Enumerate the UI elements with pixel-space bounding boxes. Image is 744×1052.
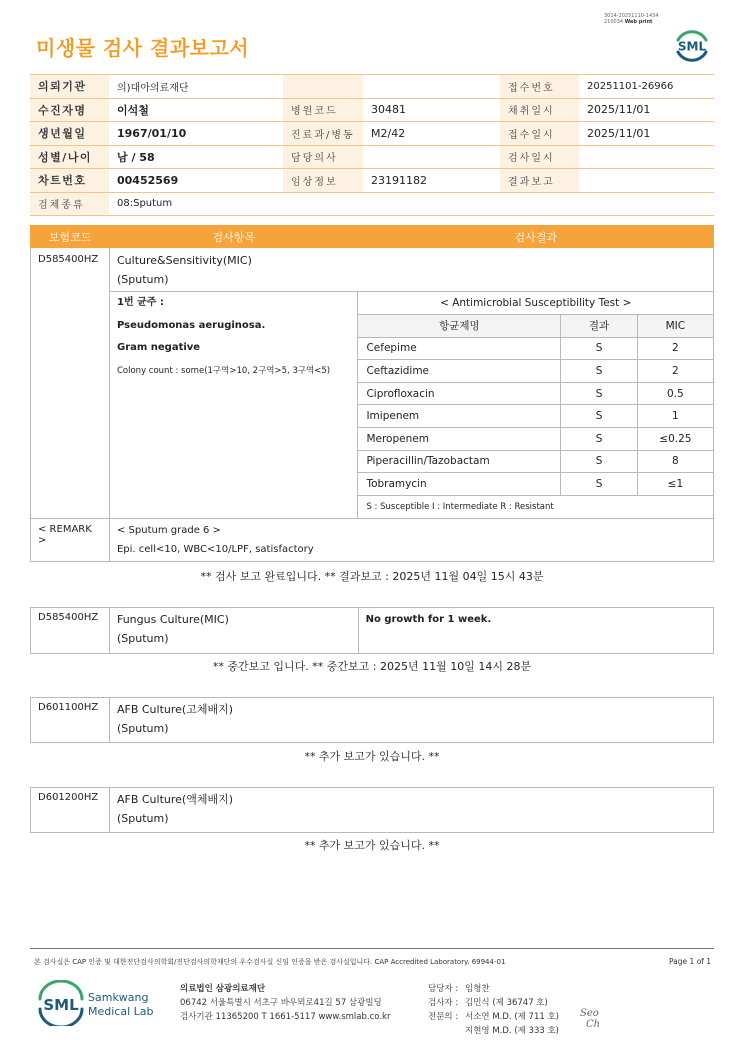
info-value: 30481 (363, 98, 500, 122)
test-name: Fungus Culture(MIC) (116, 613, 229, 626)
staff-row (428, 982, 559, 996)
test-code: D585400HZ (31, 608, 110, 654)
culture-sensitivity-table (30, 225, 714, 562)
info-value: 남 / 58 (109, 145, 283, 169)
test-code: D601200HZ (31, 788, 110, 833)
remark-label: < REMARK > (31, 518, 110, 561)
col-header-result: 검사결과 (358, 226, 714, 248)
ast-drug: Meropenem (358, 428, 560, 451)
test-name: AFB Culture(액체배지) (116, 793, 234, 806)
ast-row (358, 337, 713, 360)
ast-mic: 8 (637, 450, 713, 473)
test-specimen: (Sputum) (116, 812, 169, 825)
ast-drug: Tobramycin (358, 473, 560, 496)
ast-result: S (561, 428, 637, 451)
col-header-item: 검사항목 (109, 226, 357, 248)
info-label: 채취일시 (500, 98, 579, 122)
organism-cell (109, 292, 357, 519)
organization-info (180, 982, 390, 1024)
signature (580, 1008, 600, 1030)
print-meta-line1: 3014-20251110-1434 (604, 13, 659, 19)
info-label: 병원코드 (283, 98, 363, 122)
remark-cell (109, 518, 713, 561)
print-meta-type: Web print (624, 19, 653, 25)
staff-role: 담당자 : (428, 984, 459, 994)
test-result: No growth for 1 week. (358, 608, 713, 654)
info-label: 접수일시 (500, 122, 579, 146)
info-value: 20251101-26966 (579, 75, 714, 99)
info-label: 수진자명 (30, 98, 109, 122)
ast-mic: ≤1 (637, 473, 713, 496)
info-value: 23191182 (363, 169, 500, 193)
info-value (363, 145, 500, 169)
info-label (283, 75, 363, 99)
test2-report-note: ** 중간보고 입니다. ** 중간보고 : 2025년 11월 10일 14시 28분 (212, 660, 532, 673)
ast-result: S (561, 360, 637, 383)
staff-role (428, 1024, 465, 1038)
fungus-culture-table (30, 607, 714, 654)
test-name: AFB Culture(고체배지) (116, 703, 234, 716)
info-value (363, 75, 500, 99)
info-label: 임상정보 (283, 169, 363, 193)
ast-mic: 0.5 (637, 382, 713, 405)
logo-text: SML (677, 39, 707, 54)
staff-info (428, 982, 559, 1038)
ast-header-mic: MIC (637, 315, 713, 338)
info-value: 2025/11/01 (579, 98, 714, 122)
staff-row (428, 1024, 559, 1038)
signature-line2: Ch (586, 1019, 601, 1030)
ast-result: S (561, 337, 637, 360)
patient-info-row (30, 145, 714, 169)
test-name-cell (109, 608, 358, 654)
ast-mic: 1 (637, 405, 713, 428)
afb-solid-culture-table (30, 697, 714, 743)
footer-divider (30, 948, 714, 949)
organism-label: 1번 균주 : (116, 297, 164, 308)
info-value (579, 145, 714, 169)
ast-drug: Cefepime (358, 337, 560, 360)
ast-drug: Ciprofloxacin (358, 382, 560, 405)
test-specimen: (Sputum) (116, 632, 169, 645)
patient-info-table (30, 74, 714, 216)
test-specimen: (Sputum) (116, 722, 169, 735)
info-label: 진료과/병동 (283, 122, 363, 146)
staff-name: 임형찬 (465, 984, 490, 994)
info-value: 00452569 (109, 169, 283, 193)
staff-role: 검사자 : (428, 998, 459, 1008)
info-value: 08:Sputum (109, 192, 714, 216)
ast-row (358, 405, 713, 428)
patient-info-row (30, 192, 714, 216)
info-label: 접수번호 (500, 75, 579, 99)
ast-mic: 2 (637, 360, 713, 383)
staff-row (428, 996, 559, 1010)
info-label: 생년월일 (30, 122, 109, 146)
info-label: 검체종류 (30, 192, 109, 216)
org-address: 06742 서울특별시 서초구 바우뫼로41길 57 삼광빌딩 (180, 998, 382, 1008)
test-name: Culture&Sensitivity(MIC) (116, 254, 252, 267)
ast-row (358, 360, 713, 383)
staff-name: 김민식 (제 36747 호) (465, 998, 548, 1008)
patient-info-row (30, 122, 714, 146)
ast-cell (358, 292, 714, 519)
test-name-cell (109, 788, 713, 833)
ast-mic: ≤0.25 (637, 428, 713, 451)
staff-name: 지현영 M.D. (제 333 호) (465, 1026, 560, 1036)
logo-name-line2: Medical Lab (88, 1005, 154, 1018)
info-label: 차트번호 (30, 169, 109, 193)
info-value (579, 169, 714, 193)
ast-header-result: 결과 (561, 315, 637, 338)
logo-name-line1: Samkwang (88, 991, 149, 1004)
ast-row (358, 382, 713, 405)
col-header-code: 보험코드 (31, 226, 110, 248)
ast-row (358, 450, 713, 473)
ast-row (358, 428, 713, 451)
org-contact: 검사기관 11365200 T 1661-5117 www.smlab.co.kr (180, 1012, 391, 1022)
test1-report-note: ** 검사 보고 완료입니다. ** 결과보고 : 2025년 11월 04일 15시 43분 (200, 570, 544, 583)
info-value: 1967/01/10 (109, 122, 283, 146)
staff-name: 서소연 M.D. (제 711 호) (465, 1012, 560, 1022)
ast-header-drug: 항균제명 (358, 315, 560, 338)
patient-info-row (30, 98, 714, 122)
info-label: 검사일시 (500, 145, 579, 169)
remark-line1: < Sputum grade 6 > (116, 524, 221, 536)
test-code: D585400HZ (31, 248, 110, 519)
ast-drug: Imipenem (358, 405, 560, 428)
info-label: 결과보고 (500, 169, 579, 193)
ast-table (358, 292, 713, 518)
test-specimen: (Sputum) (116, 273, 169, 286)
organism-gram: Gram negative (116, 342, 201, 354)
ast-result: S (561, 473, 637, 496)
logo-text: SML (43, 996, 79, 1014)
signature-line1: Seo (580, 1008, 599, 1019)
ast-mic: 2 (637, 337, 713, 360)
print-meta (604, 13, 659, 25)
org-name: 의료법인 삼광의료재단 (180, 984, 266, 994)
samkwang-logo-icon (36, 980, 166, 1026)
test-code: D601100HZ (31, 698, 110, 743)
organism-name: Pseudomonas aeruginosa. (116, 319, 266, 331)
test4-report-note: ** 추가 보고가 있습니다. ** (304, 839, 440, 852)
info-label: 담당의사 (283, 145, 363, 169)
page-number: Page 1 of 1 (669, 957, 712, 966)
certification-text: 본 검사실은 CAP 인증 및 대한진단검사의학회/진단검사의학재단의 우수검사실 신임 인증을 받은 검사실입니다. CAP Accredited Laboratory. 69944-01 (34, 958, 506, 966)
organism-colony: Colony count : some(1구역>10, 2구역>5, 3구역<5) (116, 365, 331, 376)
ast-result: S (561, 450, 637, 473)
staff-row (428, 1010, 559, 1024)
patient-info-row (30, 169, 714, 193)
sml-logo-icon (672, 24, 712, 64)
patient-info-row (30, 75, 714, 99)
info-value: 이석철 (109, 98, 283, 122)
ast-result: S (561, 405, 637, 428)
test-name-cell (109, 248, 713, 292)
ast-drug: Piperacillin/Tazobactam (358, 450, 560, 473)
page-title: 미생물 검사 결과보고서 (36, 36, 250, 60)
remark-line2: Epi. cell<10, WBC<10/LPF, satisfactory (116, 543, 314, 555)
info-value: M2/42 (363, 122, 500, 146)
info-label: 성별/나이 (30, 145, 109, 169)
ast-legend: S : Susceptible I : Intermediate R : Resistant (358, 495, 713, 518)
info-value: 2025/11/01 (579, 122, 714, 146)
afb-liquid-culture-table (30, 787, 714, 833)
ast-title: < Antimicrobial Susceptibility Test > (358, 292, 713, 315)
print-meta-id: 210034 (604, 19, 624, 25)
test-name-cell (109, 698, 713, 743)
ast-drug: Ceftazidime (358, 360, 560, 383)
info-label: 의뢰기관 (30, 75, 109, 99)
info-value: 의)대아의료재단 (109, 75, 283, 99)
ast-row (358, 473, 713, 496)
staff-role: 전문의 : (428, 1012, 459, 1022)
test3-report-note: ** 추가 보고가 있습니다. ** (304, 750, 440, 763)
ast-result: S (561, 382, 637, 405)
